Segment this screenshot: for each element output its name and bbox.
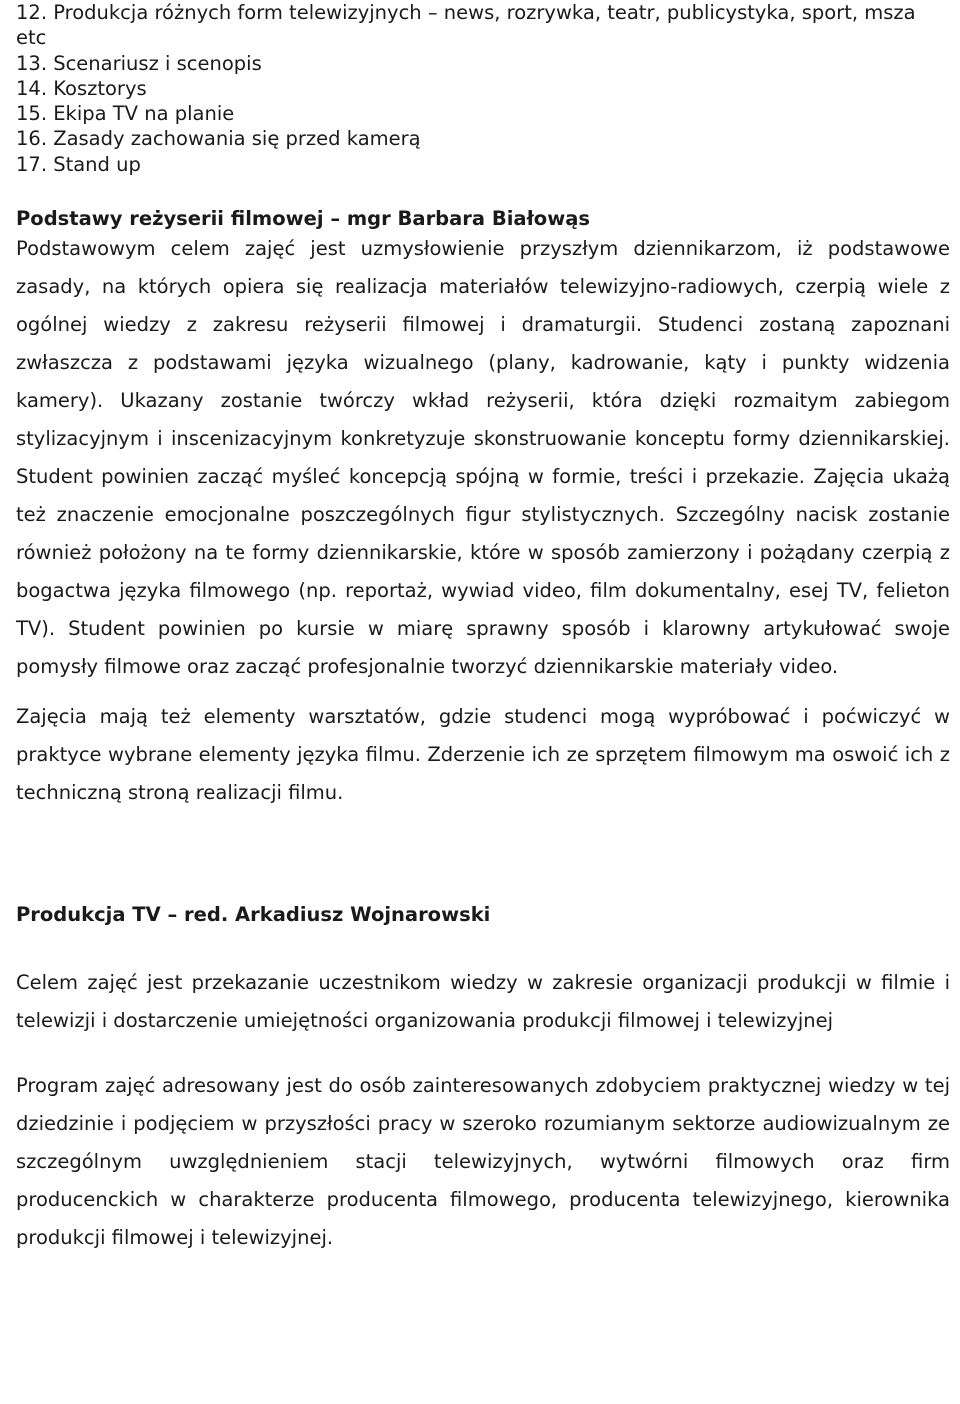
list-item: 14. Kosztorys [16,76,147,100]
section-paragraph: Podstawowym celem zajęć jest uzmysłowienie przyszłym dziennikarzom, iż podstawowe zasady, na których opiera się realizacja materiałów telewizyjno-radiowych, czerpią wiele z ogólnej wiedzy z zakresu reżyserii filmowej i dramaturgii. Studenci zostaną zapoznani zwłaszcza z podstawami języka wizualnego (plany, kadrowanie, kąty i punkty widzenia kamery). Ukazany zostanie twórczy wkład reżyserii, która dzięki rozmaitym zabiegom stylizacyjnym i inscenizacyjnym konkretyzuje skonstruowanie konceptu formy dziennikarskiej. Student powinien zacząć myśleć koncepcją spójną w formie, treści i przekazie. Zajęcia ukażą też znaczenie emocjonalne poszczególnych figur stylistycznych. Szczególny nacisk zostanie również położony na te formy dziennikarskie, które w sposób zamierzony i pożądany czerpią z bogactwa języka filmowego (np. reportaż, wywiad video, film dokumentalny, esej TV, felieton TV). Student powinien po kursie w miarę sprawny sposób i klarowny artykułować swoje pomysły filmowe oraz zacząć profesjonalnie tworzyć dziennikarskie materiały video. [16,237,950,679]
section-paragraph: Celem zajęć jest przekazanie uczestnikom wiedzy w zakresie organizacji produkcji w filmie i telewizji i dostarczenie umiejętności organizowania produkcji filmowej i telewizyjnej [16,971,950,1033]
list-item: 16. Zasady zachowania się przed kamerą [16,127,421,151]
topic-list [16,0,950,177]
list-item: 12. Produkcja różnych form telewizyjnych – news, rozrywka, teatr, publicystyka, sport, msza etc [16,1,916,50]
list-item: 17. Stand up [16,152,141,176]
list-item: 13. Scenariusz i scenopis [16,51,262,75]
section-heading-directing: Podstawy reżyserii filmowej – mgr Barbara Białowąs [16,207,590,231]
section-paragraph: Zajęcia mają też elementy warsztatów, gdzie studenci mogą wypróbować i poćwiczyć w praktyce wybrane elementy języka filmu. Zderzenie ich ze sprzętem filmowym ma oswoić ich z techniczną stroną realizacji filmu. [16,705,950,805]
section-paragraph: Program zajęć adresowany jest do osób zainteresowanych zdobyciem praktycznej wiedzy w tej dziedzinie i podjęciem w przyszłości pracy w szeroko rozumianym sektorze audiowizualnym ze szczególnym uwzględnieniem stacji telewizyjnych, wytwórni filmowych oraz firm producenckich w charakterze producenta filmowego, producenta telewizyjnego, kierownika produkcji filmowej i telewizyjnej. [16,1074,950,1250]
list-item: 15. Ekipa TV na planie [16,102,235,126]
document-page [16,0,950,1257]
section-heading-production: Produkcja TV – red. Arkadiusz Wojnarowski [16,903,491,927]
